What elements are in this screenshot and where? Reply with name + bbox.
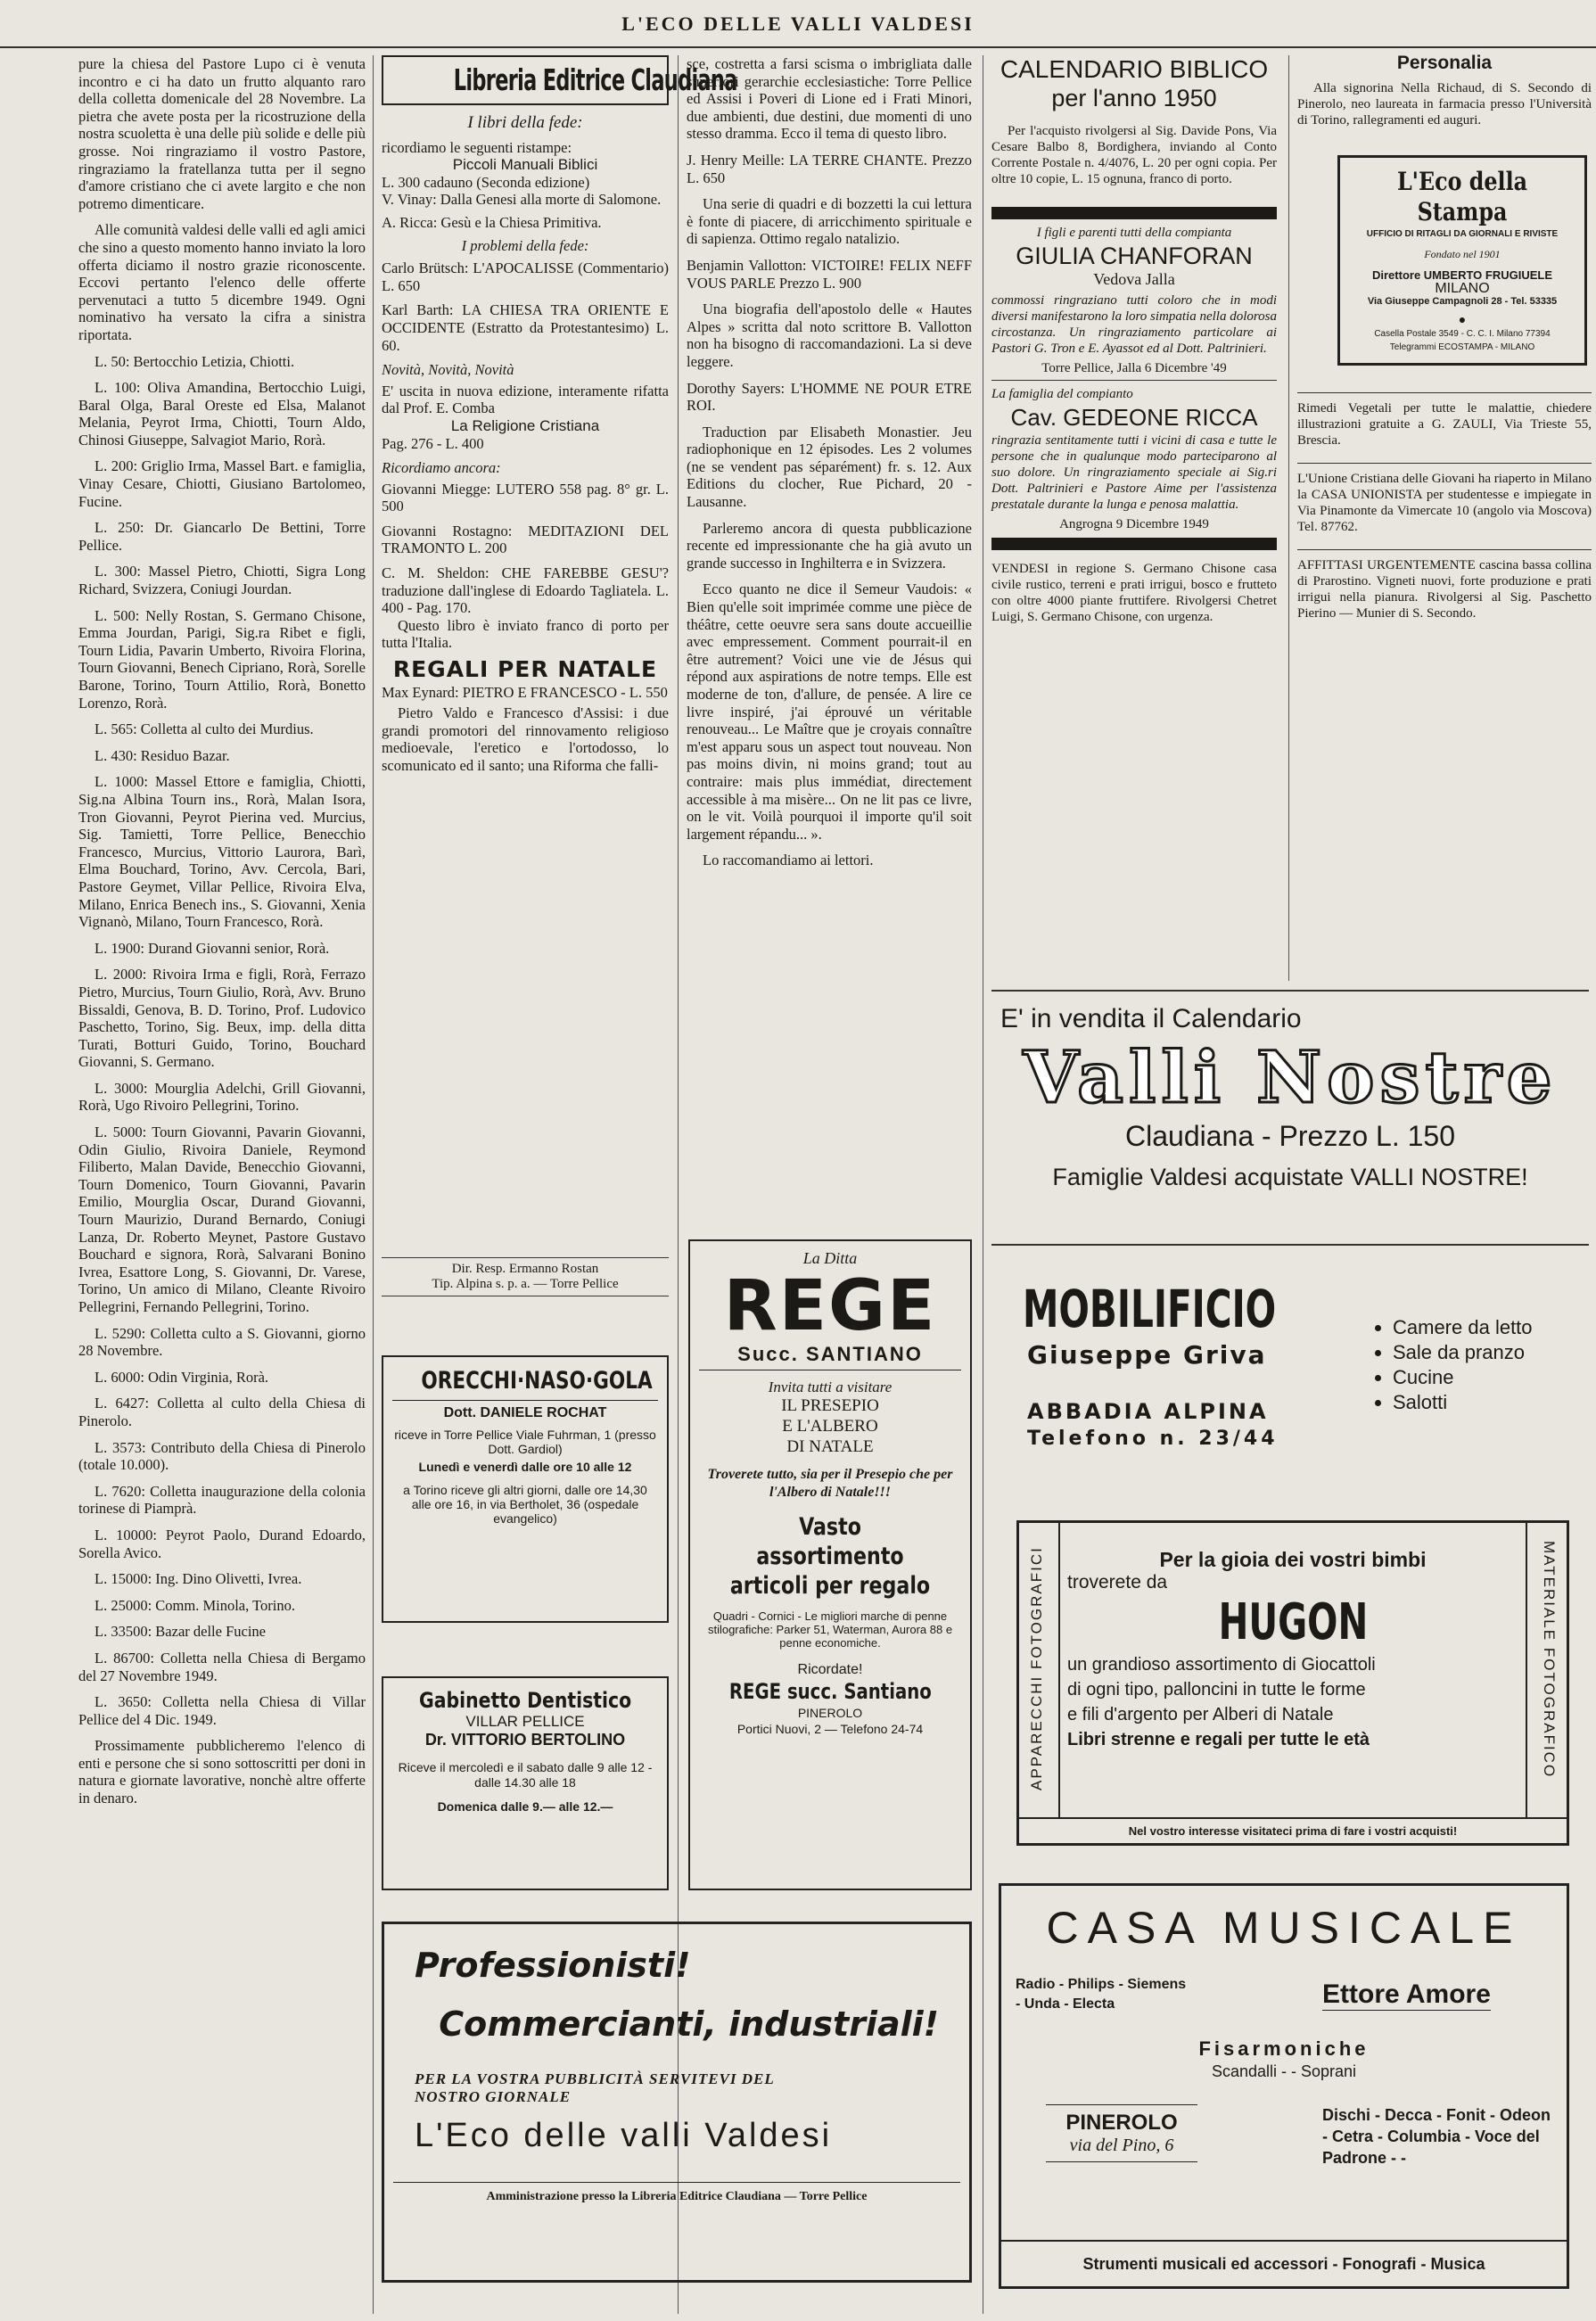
donation-entry: L. 200: Griglio Irma, Massel Bart. e famiglia, Vinay Cesare, Chiotti, Giusiano Bartolomeo, Fucine. bbox=[78, 457, 366, 510]
eco-stampa-ad bbox=[1337, 155, 1587, 366]
imprint-line: Dir. Resp. Ermanno Rostan bbox=[451, 1262, 599, 1276]
ad-text: Ettore Amore bbox=[1322, 1979, 1491, 2009]
ad-text: Claudiana - Prezzo L. 150 bbox=[1125, 1120, 1455, 1152]
ad-text: e fili d'argento per Alberi di Natale bbox=[1067, 1705, 1334, 1724]
section-heading: I libri della fede: bbox=[467, 113, 583, 132]
ad-title: CASA MUSICALE bbox=[1046, 1903, 1522, 1953]
notice-name: GIULIA CHANFORAN bbox=[1016, 243, 1253, 269]
ad-text: Casella Postale 3549 - C. C. I. Milano 77394 bbox=[1374, 329, 1551, 339]
donation-entry: L. 15000: Ing. Dino Olivetti, Ivrea. bbox=[95, 1570, 302, 1588]
article-paragraph: Parleremo ancora di questa pubblicazione recente ed impressionante che ha già avuto un grande successo in Inghilterra e in Svizzera. bbox=[687, 519, 972, 572]
small-ad: L'Unione Cristiana delle Giovani ha riaperto in Milano la CASA UNIONISTA per studentesse e impiegate in Via Pinamonte da Vimercate 10 (angolo via Moscova) Tel. 87762. bbox=[1297, 463, 1592, 535]
book-entry: Giovanni Miegge: LUTERO 558 pag. 8° gr. L. 500 bbox=[382, 480, 669, 515]
book-entry: ricordiamo le seguenti ristampe: bbox=[382, 138, 572, 156]
donation-entry: L. 7620: Colletta inaugurazione della colonia torinese di Piamprà. bbox=[78, 1482, 366, 1518]
rege-ad bbox=[688, 1239, 972, 1890]
ad-text: Libri strenne e regali per tutte le età bbox=[1067, 1730, 1370, 1749]
book-entry: Max Eynard: PIETRO E FRANCESCO - L. 550 bbox=[382, 683, 668, 701]
ad-text: Per la gioia dei vostri bimbi bbox=[1159, 1548, 1427, 1571]
book-entry: La Religione Cristiana bbox=[450, 416, 600, 434]
ad-text: Amministrazione presso la Libreria Editrice Claudiana — Torre Pellice bbox=[393, 2182, 960, 2204]
valli-nostre-ad bbox=[991, 990, 1589, 1232]
ad-title: Gabinetto Dentistico bbox=[418, 1688, 632, 1713]
ad-title: ORECCHI·NASO·GOLA bbox=[392, 1366, 658, 1401]
ad-text: Vasto assortimento articoli per regalo bbox=[729, 1513, 931, 1600]
article-paragraph: sce, costretta a farsi scisma o imbrigliata dalle superiori gerarchie ecclesiastiche: Torre Pellice ed Assisi i Poveri di Lione ed i Frati Minori, due ambienti, due destini, due momenti di uno stesso dramma. Ecco il tema di questo libro. bbox=[687, 55, 972, 143]
donation-entry: L. 300: Massel Pietro, Chiotti, Sigra Long Richard, Svizzera, Coniugi Jourdan. bbox=[78, 563, 366, 598]
claudiana-title: Libreria Editrice Claudiana bbox=[382, 55, 669, 105]
doctor-name: Dr. VITTORIO BERTOLINO bbox=[424, 1731, 626, 1749]
casa-musicale-ad bbox=[999, 1883, 1569, 2289]
ad-footer: Nel vostro interesse visitateci prima di fare i vostri acquisti! bbox=[1019, 1817, 1567, 1838]
ad-text: PINEROLO bbox=[797, 1706, 863, 1720]
ad-text: La Ditta bbox=[802, 1249, 858, 1267]
donation-entry: L. 430: Residuo Bazar. bbox=[95, 746, 230, 764]
ad-text: VILLAR PELLICE bbox=[465, 1713, 585, 1730]
address-box bbox=[1046, 2104, 1197, 2162]
notice-name: Cav. GEDEONE RICCA bbox=[1010, 404, 1258, 431]
donation-entry: L. 3573: Contributo della Chiesa di Pinerolo (totale 10.000). bbox=[78, 1438, 366, 1474]
ad-text: APPARECCHI FOTOGRAFICI bbox=[1028, 1546, 1045, 1790]
ad-text: PINEROLO bbox=[1065, 2111, 1178, 2135]
donation-entry: L. 10000: Peyrot Paolo, Durand Edoardo, Sorella Avico. bbox=[78, 1526, 366, 1561]
notice-text: ringrazia sentitamente tutti i vicini di casa e tutte le persone che in qualunque modo parteciparono al suo dolore. Un ringraziamento speciale ai Sig.ri Dott. Paltrinieri e Pastore Aime per l'assistenza prestatale durante la lunga e penosa malattia. bbox=[991, 433, 1277, 512]
ad-text: PER LA VOSTRA PUBBLICITÀ SERVITEVI DEL NOSTRO GIORNALE bbox=[415, 2070, 775, 2105]
ad-text: Dischi - Decca - Fonit - Odeon - Cetra - Columbia - Voce del Padrone - - bbox=[1322, 2106, 1551, 2167]
ad-text: E L'ALBERO bbox=[782, 1417, 878, 1436]
section-heading: I problemi della fede: bbox=[461, 236, 589, 254]
dentist-ad bbox=[382, 1676, 669, 1890]
donation-entry: L. 50: Bertocchio Letizia, Chiotti. bbox=[95, 352, 295, 370]
imprint bbox=[382, 1257, 669, 1296]
ad-headline: Commercianti, industriali! bbox=[439, 2004, 939, 2044]
ad-text: Famiglie Valdesi acquistate VALLI NOSTRE! bbox=[1052, 1164, 1528, 1190]
ad-text: Telegrammi ECOSTAMPA - MILANO bbox=[1389, 342, 1535, 352]
mobilificio-ad bbox=[991, 1244, 1589, 1477]
ad-text: Fondato nel 1901 bbox=[1424, 248, 1501, 260]
claudiana-column bbox=[382, 55, 737, 1250]
ad-text: Ricordate! bbox=[797, 1662, 863, 1677]
donation-entry: L. 6000: Odin Virginia, Rorà. bbox=[95, 1368, 269, 1386]
donation-entry: L. 500: Nelly Rostan, S. Germano Chisone, Emma Jourdan, Parigi, Sig.ra Ribet e figli, Tourn Lidia, Pavarin Umberto, Rivoira Florina, Tourn Giovanni, Benech Cipriano, Rorà, Sorelle Barone, Torino, Tourn Attilio, Rorà, Bonetto Lorenzo, Rorà. bbox=[78, 606, 366, 712]
book-entry: Piccoli Manuali Biblici bbox=[452, 156, 598, 174]
list-item: • Cucine bbox=[1393, 1365, 1533, 1390]
ad-text: Via Giuseppe Campagnoli 28 - Tel. 53335 bbox=[1367, 296, 1558, 307]
list-item: • Salotti bbox=[1393, 1390, 1533, 1415]
book-entry: E' uscita in nuova edizione, interamente rifatta dal Prof. E. Comba bbox=[382, 382, 669, 417]
ad-text: di ogni tipo, palloncini in tutte le forme bbox=[1067, 1680, 1366, 1700]
article-paragraph: Per l'acquisto rivolgersi al Sig. Davide Pons, Via Cesare Balbo 8, Bordighera, inviando al Conto Corrente Postale n. 4/4076, L. 20 per ogni copia. Per oltre 10 copie, L. 15 ognuna, franco di porto. bbox=[991, 124, 1277, 186]
ad-text: Succ. SANTIANO bbox=[699, 1346, 961, 1370]
ad-text: Giuseppe Griva bbox=[1027, 1340, 1267, 1370]
bullet-icon: ● bbox=[1458, 314, 1467, 327]
article-paragraph: Alla signorina Nella Richaud, di S. Secondo di Pinerolo, neo laureata in farmacia presso l'Università di Torino, rallegramenti ed auguri. bbox=[1297, 81, 1592, 128]
hugon-body bbox=[1067, 1548, 1518, 1752]
ad-title: L'Eco della Stampa bbox=[1396, 167, 1528, 226]
donation-entry: L. 6427: Colletta al culto della Chiesa di Pinerolo. bbox=[78, 1395, 366, 1429]
rege-logo: REGE bbox=[723, 1266, 937, 1346]
notices-column bbox=[991, 55, 1277, 634]
book-entry: C. M. Sheldon: CHE FAREBBE GESU'? traduzione dall'inglese di Edoardo Tagliatela. L. 400 - Pag. 170. bbox=[382, 564, 669, 617]
ad-text: ABBADIA ALPINA bbox=[1027, 1399, 1269, 1424]
ad-text: Troverete tutto, sia per il Presepio che per l'Albero di Natale!!! bbox=[707, 1467, 953, 1500]
section-heading: Personalia bbox=[1396, 53, 1493, 73]
book-entry: L. 300 cadauno (Seconda edizione) bbox=[382, 173, 590, 191]
ad-text: a Torino riceve gli altri giorni, dalle ore 14,30 alle ore 16, in via Bertholet, 36 (ospedale evangelico) bbox=[403, 1483, 647, 1526]
article-paragraph: VENDESI in regione S. Germano Chisone casa civile rustico, terreni e prati irrigui, bosco e frutteto con oltre 4000 piante fruttifere. Rivolgersi Chetret Luigi, S. Germano Chisone, con urgenza. bbox=[991, 562, 1277, 624]
book-entry: Giovanni Rostagno: MEDITAZIONI DEL TRAMONTO L. 200 bbox=[382, 522, 669, 557]
ad-text: Domenica dalle 9.— alle 12.— bbox=[437, 1799, 613, 1814]
masthead-title: L'ECO DELLE VALLI VALDESI bbox=[621, 12, 975, 35]
article-paragraph: Una serie di quadri e di bozzetti la cui lettura è fonte di piacere, di arricchimento spirituale e di sapienza. Ottimo regalo natalizio. bbox=[687, 195, 972, 248]
offerings-column bbox=[78, 55, 366, 1816]
ad-text: MATERIALE FOTOGRAFICO bbox=[1541, 1541, 1558, 1779]
furniture-list bbox=[1375, 1315, 1533, 1415]
ad-text: un grandioso assortimento di Giocattoli bbox=[1067, 1655, 1376, 1675]
ad-text: troverete da bbox=[1067, 1572, 1168, 1593]
article-paragraph: Alle comunità valdesi delle valli ed agli amici che sino a questo momento hanno inviato la loro offerta diciamo il nostro grazie riconoscente. Eccovi pertanto l'elenco delle offerte pervenutaci a tutto 5 dicembre 1949. Ogni nominativo ha versato la cifra a sinistra riportata. bbox=[78, 221, 366, 343]
book-entry: Carlo Brütsch: L'APOCALISSE (Commentario) L. 650 bbox=[382, 259, 669, 294]
side-panel-left bbox=[1019, 1523, 1060, 1817]
side-panel-right bbox=[1526, 1523, 1567, 1817]
ad-text: Radio - Philips - Siemens - Unda - Electa bbox=[1016, 1977, 1187, 2012]
donation-entry: L. 25000: Comm. Minola, Torino. bbox=[95, 1596, 295, 1614]
ad-text: IL PRESEPIO bbox=[781, 1396, 879, 1415]
small-ad: Rimedi Vegetali per tutte le malattie, chiedere illustrazioni gratuite a G. ZAULI, Via Trieste 55, Brescia. bbox=[1297, 392, 1592, 449]
book-entry: Pietro Valdo e Francesco d'Assisi: i due grandi promotori del rinnovamento religioso medioevale, l'eretico e l'ortodosso, lo scomunicato ed il santo; una Riforma che falli- bbox=[382, 704, 669, 774]
donation-entry: L. 5290: Colletta culto a S. Giovanni, giorno 28 Novembre. bbox=[78, 1324, 366, 1360]
donation-entry: L. 565: Colletta al culto dei Murdius. bbox=[95, 720, 314, 738]
donation-entry: L. 3000: Mourglia Adelchi, Grill Giovanni, Rorà, Ugo Rivoiro Pellegrini, Torino. bbox=[78, 1079, 366, 1115]
doctor-name: Dott. DANIELE ROCHAT bbox=[443, 1405, 607, 1420]
mourning-band bbox=[991, 207, 1277, 219]
small-ad: AFFITTASI URGENTEMENTE cascina bassa collina di Prarostino. Vigneti nuovi, forte produzione e prati irrigui nella pianura. Rivolgersi al Sig. Paschetto Pierino — Munier di S. Secondo. bbox=[1297, 549, 1592, 621]
reviews-column bbox=[687, 55, 972, 878]
ad-text: via del Pino, 6 bbox=[1069, 2136, 1174, 2155]
ad-text: UFFICIO DI RITAGLI DA GIORNALI E RIVISTE bbox=[1366, 229, 1559, 239]
ad-text: MILANO bbox=[1435, 281, 1490, 296]
book-entry: Questo libro è inviato franco di porto per tutta l'Italia. bbox=[382, 616, 669, 652]
notice-text: I figli e parenti tutti della compianta bbox=[1036, 226, 1232, 240]
ad-text: Direttore UMBERTO FRUGIUELE bbox=[1372, 268, 1552, 282]
article-paragraph: pure la chiesa del Pastore Lupo ci è venuta incontro e ci ha dato un frutto alquanto raro della colletta domenicale del 28 Novembre. La pietra che avete posta per la ricostruzione della nostra scuoletta è una delle più solide e delle più grosse. Noi ringraziamo il vostro Pastore, ringraziamo la fratellanza tutta per il segno d'amore cristiano che ci avete largito e che non potremo dimenticare. bbox=[78, 55, 366, 212]
donation-entry: L. 3650: Colletta nella Chiesa di Villar Pellice del 4 Dic. 1949. bbox=[78, 1693, 366, 1728]
page-header bbox=[0, 0, 1596, 48]
hugon-ad bbox=[1016, 1520, 1569, 1846]
mourning-band bbox=[991, 538, 1277, 550]
ad-text: Telefono n. 23/44 bbox=[1027, 1428, 1279, 1450]
donation-entry: L. 1900: Durand Giovanni senior, Rorà. bbox=[95, 939, 330, 957]
donation-entry: L. 86700: Colletta nella Chiesa di Bergamo del 27 Novembre 1949. bbox=[78, 1649, 366, 1684]
column-rule bbox=[1288, 55, 1289, 981]
article-paragraph: Prossimamente pubblicheremo l'elenco di enti e persone che si sono sottoscritti per doni in natura e giornate lavorative, nonchè altre offerte in denaro. bbox=[78, 1737, 366, 1807]
column-rule bbox=[373, 55, 374, 2314]
ad-text: E' in vendita il Calendario bbox=[1000, 1004, 1302, 1033]
list-item: • Camere da letto bbox=[1393, 1315, 1533, 1340]
list-item: • Sale da pranzo bbox=[1393, 1340, 1533, 1365]
ad-text: riceve in Torre Pellice Viale Fuhrman, 1 (presso Dott. Gardiol) bbox=[394, 1428, 656, 1456]
ad-text: Riceve il mercoledì e il sabato dalle 9 alle 12 - dalle 14.30 alle 18 bbox=[398, 1760, 653, 1790]
ad-headline: L'Eco delle valli Valdesi bbox=[415, 2117, 833, 2154]
donation-entry: L. 100: Oliva Amandina, Bertocchio Luigi, Baral Olga, Baral Oreste ed Elsa, Malanot Melania, Peyrot Irma, Chiotti, Tourn Aldo, Chinosi Giuseppe, Salvagiot Mario, Rorà. bbox=[78, 379, 366, 449]
ad-headline: Professionisti! bbox=[415, 1946, 691, 1985]
donation-entry: L. 250: Dr. Giancarlo De Bettini, Torre Pellice. bbox=[78, 519, 366, 554]
book-entry: Pag. 276 - L. 400 bbox=[382, 434, 484, 452]
article-paragraph: Ecco quanto ne dice il Semeur Vaudois: « Bien qu'elle soit imprimée comme une pièce de théâtre, cette oeuvre sera sans doute accueillie avec empressement. Comment pourrait-il en être autrement? Voici une vie de Jésus qui répond aux aspirations de notre temps. Elle est moderne de ton, d'allure, de pensée. A lire ce livre inspiré, j'ai éprouvé un véritable renouveau... Le Maître que je croyais connaître m'est apparu sous un aspect tout nouveau. Non pas moins divin, ni moins grand; tout au contraire: mais plus immédiat, directement accessible à ma misère... On ne lit pas ce livre, on le vit. Voilà pourquoi il importe qu'il soit largement répandu... ». bbox=[687, 580, 972, 843]
notice-text: Vedova Jalla bbox=[1093, 270, 1175, 288]
book-title: Benjamin Vallotton: VICTOIRE! FELIX NEFF VOUS PARLE Prezzo L. 900 bbox=[687, 256, 972, 292]
donation-entry: L. 5000: Tourn Giovanni, Pavarin Giovanni, Odin Giulio, Rivoira Daniele, Reymond Filiberto, Malan Davide, Benecchio Giovanni, Tourn Domenico, Tourn Giovanni, Pavarin Emilio, Mourglia Oscar, Durand Giovanni, Tourn Maurizio, Durand Bernardo, Coniugi Lanza, Dr. Roberto Meynet, Pastore Gustavo Bouchard e signora, Rorà, Salvarani Bonino Ivrea, Esattore Long, S. Giovanni, Dr. Varese, Torino, Un amico di Milano, Cleante Rivoiro Pellegrini, Fernando Pellegrini, Torino. bbox=[78, 1123, 366, 1315]
ad-title: MOBILIFICIO bbox=[1023, 1279, 1277, 1339]
book-title: Dorothy Sayers: L'HOMME NE POUR ETRE ROI. bbox=[687, 379, 972, 415]
book-entry: A. Ricca: Gesù e la Chiesa Primitiva. bbox=[382, 213, 602, 231]
notice-date: Torre Pellice, Jalla 6 Dicembre '49 bbox=[1041, 361, 1227, 375]
ad-text: Scandalli - - Soprani bbox=[1211, 2062, 1357, 2080]
regali-heading: REGALI PER NATALE bbox=[392, 656, 658, 683]
notice-date: Angrogna 9 Dicembre 1949 bbox=[1059, 517, 1209, 531]
section-heading: Ricordiamo ancora: bbox=[382, 459, 501, 477]
donation-entry: L. 33500: Bazar delle Fucine bbox=[95, 1623, 266, 1641]
article-paragraph: Traduction par Elisabeth Monastier. Jeu radiophonique en 12 épisodes. Les 2 volumes (ne se vendent pas séparément) fr. s. 12. Aux Editions du clocher, Rue Pichard, 20 - Lausanne. bbox=[687, 423, 972, 511]
notice-text: La famiglia del compianto bbox=[991, 380, 1277, 402]
ad-text: Portici Nuovi, 2 — Telefono 24-74 bbox=[736, 1722, 924, 1736]
article-paragraph: Una biografia dell'apostolo delle « Hautes Alpes » scritta dal noto scrittore B. Vallotton non ha bisogno di raccomandazioni. La si deve leggere. bbox=[687, 300, 972, 370]
donation-entry: L. 1000: Massel Ettore e famiglia, Chiotti, Sig.na Albina Tourn ins., Rorà, Malan Isora, Tron Giovanni, Peyrot Pierina ved. Murcius, Sig. Tamietti, Torre Pellice, Benecchio Francesco, Murcius, Vittorio Laurora, Barì, Elma Bouchard, Torino, Avv. Cercola, Bari, Pastore Geymet, Villar Pellice, Rivoira Elva, Milano, Enrica Benech ins., S. Giovanni, Xenia Vignanò, Milano, Tourn Francesco, Rorà. bbox=[78, 773, 366, 931]
article-paragraph: Lo raccomandiamo ai lettori. bbox=[703, 852, 874, 869]
section-heading: Novità, Novità, Novità bbox=[382, 361, 514, 379]
calendar-subtitle: per l'anno 1950 bbox=[1051, 85, 1217, 111]
ad-footer: Strumenti musicali ed accessori - Fonografi - Musica bbox=[1001, 2240, 1567, 2286]
ad-title: Valli Nostre bbox=[1023, 1035, 1558, 1119]
ad-text: Fisarmoniche bbox=[1198, 2037, 1370, 2060]
book-entry: Karl Barth: LA CHIESA TRA ORIENTE E OCCIDENTE (Estratto da Protestantesimo) L. 60. bbox=[382, 301, 669, 354]
ad-text: DI NATALE bbox=[786, 1437, 874, 1456]
ad-title: HUGON bbox=[1218, 1593, 1368, 1651]
advertising-ad bbox=[382, 1922, 972, 2283]
ad-text: Invita tutti a visitare bbox=[768, 1379, 893, 1395]
calendar-title: CALENDARIO BIBLICO bbox=[1000, 55, 1269, 83]
personalia-column bbox=[1297, 55, 1592, 621]
book-entry: V. Vinay: Dalla Genesi alla morte di Salomone. bbox=[382, 191, 662, 209]
donation-entry: L. 2000: Rivoira Irma e figli, Rorà, Ferrazo Pietro, Murcius, Tourn Giulio, Rorà, Avv. Bruno Bissaldi, Genova, B. D. Torino, Prof. Ludovico Paschetto, Torino, Sig. Beux, imp. della ditta Turati, Botturi Guido, Torino, Bouchard Giovanni, S. Germano. bbox=[78, 966, 366, 1071]
orecchi-ad bbox=[382, 1355, 669, 1623]
imprint-line: Tip. Alpina s. p. a. — Torre Pellice bbox=[432, 1277, 619, 1291]
ad-text: REGE succ. Santiano bbox=[728, 1679, 932, 1704]
notice-text: commossi ringraziano tutti coloro che in modi diversi manifestarono la loro simpatia nella dolorosa circostanza. Un ringraziamento particolare ai Pastori G. Tron e E. Ayassot ed al Dott. Paltrinieri. bbox=[991, 293, 1278, 356]
ad-text: Lunedì e venerdì dalle ore 10 alle 12 bbox=[418, 1460, 632, 1474]
book-title: J. Henry Meille: LA TERRE CHANTE. Prezzo L. 650 bbox=[687, 151, 972, 186]
ad-text: Quadri - Cornici - Le migliori marche di penne stilografiche: Parker 51, Waterman, Aurora 88 e penne economiche. bbox=[707, 1609, 953, 1650]
